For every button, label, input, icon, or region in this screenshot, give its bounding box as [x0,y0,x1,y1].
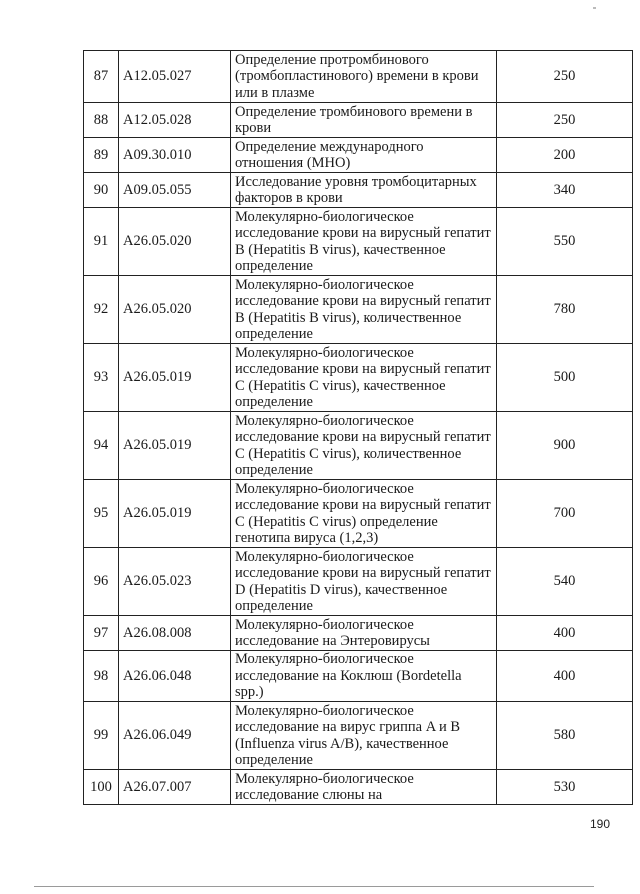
table-row [84,770,633,805]
service-price: 580 [497,702,633,770]
service-name: Молекулярно-биологическое исследование слюны на [231,770,497,805]
row-number: 94 [84,412,119,480]
service-price: 780 [497,276,633,344]
service-price: 250 [497,103,633,138]
row-number: 93 [84,344,119,412]
row-number: 87 [84,51,119,103]
service-code: A26.07.007 [119,770,231,805]
row-number: 95 [84,480,119,548]
service-code: A12.05.027 [119,51,231,103]
table-row [84,616,633,651]
table-row [84,480,633,548]
service-code: A26.05.019 [119,412,231,480]
service-name: Молекулярно-биологическое исследование крови на вирусный гепатит C (Hepatitis C virus) определение генотипа вируса (1,2,3) [231,480,497,548]
row-number: 100 [84,770,119,805]
row-number: 88 [84,103,119,138]
scan-speck [593,7,596,9]
service-price: 500 [497,344,633,412]
service-name: Молекулярно-биологическое исследование крови на вирусный гепатит C (Hepatitis C virus), количественное определение [231,412,497,480]
table-row [84,702,633,770]
service-price: 200 [497,138,633,173]
service-code: A26.08.008 [119,616,231,651]
service-price: 550 [497,208,633,276]
page-number: 190 [590,817,611,831]
service-price: 900 [497,412,633,480]
service-name: Определение тромбинового времени в крови [231,103,497,138]
row-number: 99 [84,702,119,770]
row-number: 97 [84,616,119,651]
service-name: Молекулярно-биологическое исследование на Коклюш (Bordetella spp.) [231,651,497,702]
service-code: A26.05.020 [119,276,231,344]
service-price: 540 [497,548,633,616]
service-name: Молекулярно-биологическое исследование крови на вирусный гепатит C (Hepatitis C virus), качественное определение [231,344,497,412]
service-code: A26.05.019 [119,344,231,412]
table-row [84,103,633,138]
table-row [84,412,633,480]
service-price: 400 [497,651,633,702]
table-row [84,51,633,103]
service-code: A26.06.049 [119,702,231,770]
service-code: A12.05.028 [119,103,231,138]
service-price: 530 [497,770,633,805]
service-name: Молекулярно-биологическое исследование крови на вирусный гепатит D (Hepatitis D virus), качественное определение [231,548,497,616]
table-row [84,344,633,412]
row-number: 96 [84,548,119,616]
table-row [84,208,633,276]
row-number: 89 [84,138,119,173]
service-code: A09.30.010 [119,138,231,173]
price-table [83,50,633,805]
service-name: Молекулярно-биологическое исследование крови на вирусный гепатит B (Hepatitis B virus), качественное определение [231,208,497,276]
table-row [84,548,633,616]
service-code: A26.05.023 [119,548,231,616]
table-row [84,138,633,173]
scan-edge-line [34,886,594,887]
service-name: Молекулярно-биологическое исследование крови на вирусный гепатит B (Hepatitis B virus), количественное определение [231,276,497,344]
row-number: 91 [84,208,119,276]
row-number: 90 [84,173,119,208]
service-code: A09.05.055 [119,173,231,208]
service-price: 700 [497,480,633,548]
service-code: A26.05.019 [119,480,231,548]
row-number: 98 [84,651,119,702]
service-name: Исследование уровня тромбоцитарных факторов в крови [231,173,497,208]
table-row [84,651,633,702]
table-row [84,276,633,344]
service-code: A26.05.020 [119,208,231,276]
service-name: Молекулярно-биологическое исследование на вирус гриппа A и B (Influenza virus A/B), качественное определение [231,702,497,770]
service-code: A26.06.048 [119,651,231,702]
service-price: 400 [497,616,633,651]
service-price: 250 [497,51,633,103]
service-name: Молекулярно-биологическое исследование на Энтеровирусы [231,616,497,651]
row-number: 92 [84,276,119,344]
service-name: Определение международного отношения (МНО) [231,138,497,173]
service-name: Определение протромбинового (тромбопластинового) времени в крови или в плазме [231,51,497,103]
service-price: 340 [497,173,633,208]
table-row [84,173,633,208]
